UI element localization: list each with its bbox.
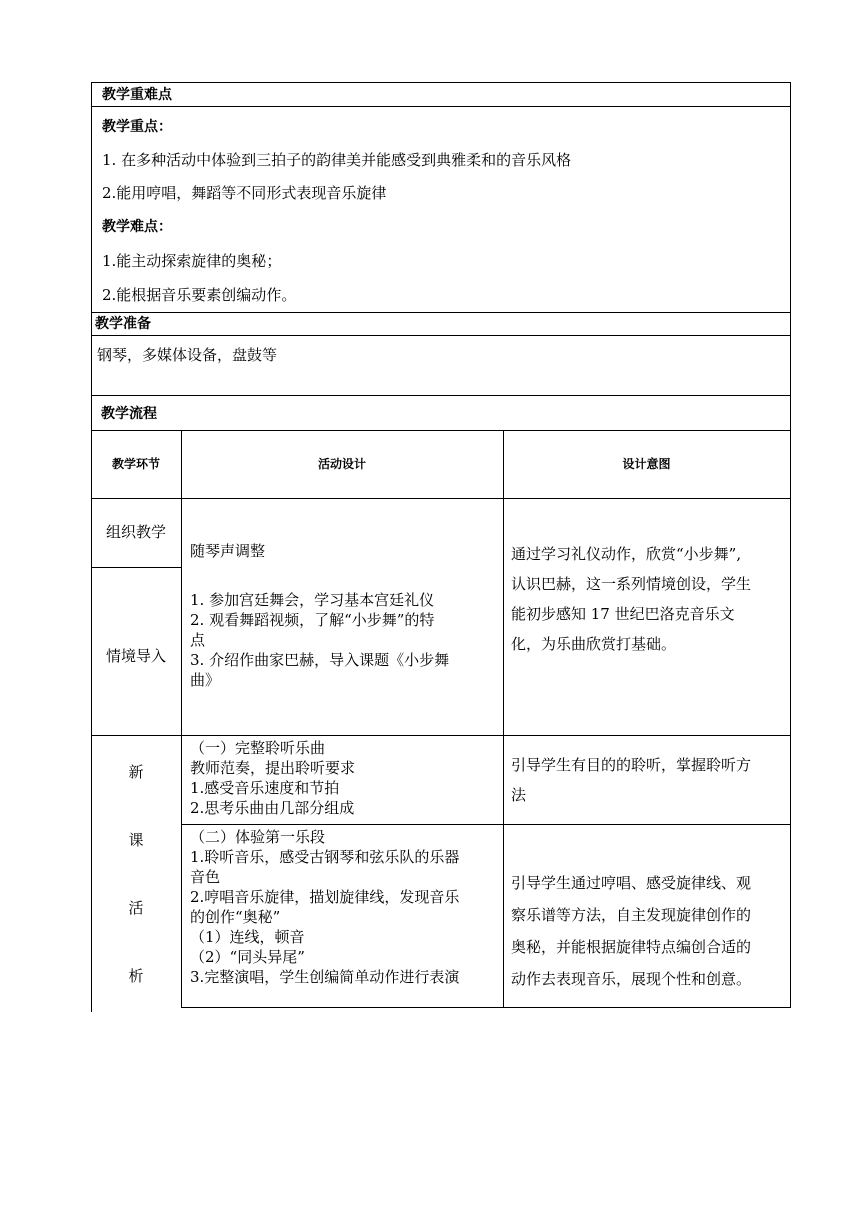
focus-item: 1. 在多种活动中体验到三拍子的韵律美并能感受到典雅柔和的音乐风格 bbox=[102, 151, 572, 169]
section-intent bbox=[511, 867, 751, 995]
new-lesson-char: 新 bbox=[128, 763, 144, 781]
intro-activity-line: 3. 介绍作曲家巴赫，导入课题《小步舞 bbox=[190, 651, 450, 669]
intro-intent-line: 通过学习礼仪动作，欣赏“小步舞”, bbox=[511, 545, 742, 563]
intro-activity bbox=[190, 590, 449, 690]
section-intent-line: 奥秘，并能根据旋律特点编创合适的 bbox=[511, 938, 752, 956]
process-heading: 教学流程 bbox=[101, 406, 157, 422]
intro-activity-line: 曲》 bbox=[190, 671, 221, 689]
difficulty-item: 1.能主动探索旋律的奥秘； bbox=[102, 252, 282, 270]
section-intent-line: 动作去表现音乐，展现个性和创意。 bbox=[511, 970, 752, 988]
intro-intent-line: 化，为乐曲欣赏打基础。 bbox=[511, 635, 677, 653]
section-intent-line: 引导学生通过哼唱、感受旋律线、观 bbox=[511, 874, 752, 892]
listen-activity-line: 教师范奏，提出聆听要求 bbox=[190, 759, 356, 777]
stage-organize: 组织教学 bbox=[105, 523, 166, 541]
section-activity-line: （2）“同头异尾” bbox=[190, 948, 305, 966]
stage-intro: 情境导入 bbox=[105, 647, 166, 665]
new-lesson-char: 活 bbox=[128, 899, 144, 917]
section-activity-line: （1）连线，顿音 bbox=[190, 928, 305, 946]
key-points-heading: 教学重难点 bbox=[102, 87, 172, 103]
listen-intent-line: 引导学生有目的的聆听，掌握聆听方 bbox=[511, 756, 752, 774]
difficulty-title: 教学难点： bbox=[102, 219, 172, 235]
listen-intent-line: 法 bbox=[511, 786, 527, 804]
organize-activity: 随琴声调整 bbox=[190, 542, 266, 560]
section-intent-line: 察乐谱等方法，自主发现旋律创作的 bbox=[511, 906, 752, 924]
intro-activity-line: 2. 观看舞蹈视频，了解“小步舞”的特 bbox=[190, 611, 435, 629]
new-lesson-char: 析 bbox=[128, 967, 144, 985]
intro-intent bbox=[511, 539, 751, 659]
difficulty-item: 2.能根据音乐要素创编动作。 bbox=[102, 286, 297, 304]
intro-activity-line: 点 bbox=[190, 631, 206, 649]
section-activity-line: 的创作“奥秘” bbox=[190, 908, 281, 926]
section-activity-line: 1.聆听音乐，感受古钢琴和弦乐队的乐器 bbox=[190, 848, 460, 866]
listen-intent bbox=[511, 750, 751, 810]
listen-activity-line: 1.感受音乐速度和节拍 bbox=[190, 779, 340, 797]
focus-item: 2.能用哼唱，舞蹈等不同形式表现音乐旋律 bbox=[102, 184, 387, 202]
section-activity-line: 音色 bbox=[190, 868, 221, 886]
intro-intent-line: 能初步感知 17 世纪巴洛克音乐文 bbox=[511, 605, 735, 623]
section-activity-line: （二）体验第一乐段 bbox=[190, 828, 326, 846]
column-header-activity: 活动设计 bbox=[317, 457, 366, 471]
section-activity-line: 3.完整演唱，学生创编简单动作进行表演 bbox=[190, 968, 460, 986]
new-lesson-char: 课 bbox=[128, 831, 144, 849]
listen-activity bbox=[190, 738, 355, 818]
listen-activity-line: （一）完整聆听乐曲 bbox=[190, 739, 326, 757]
column-header-intent: 设计意图 bbox=[622, 457, 671, 471]
preparation-heading: 教学准备 bbox=[95, 316, 151, 332]
column-header-stage: 教学环节 bbox=[111, 457, 160, 471]
intro-activity-line: 1. 参加宫廷舞会，学习基本宫廷礼仪 bbox=[190, 591, 435, 609]
section-activity-line: 2.哼唱音乐旋律，描划旋律线，发现音乐 bbox=[190, 888, 460, 906]
intro-intent-line: 认识巴赫，这一系列情境创设，学生 bbox=[511, 575, 752, 593]
listen-activity-line: 2.思考乐曲由几部分组成 bbox=[190, 799, 355, 817]
preparation-content: 钢琴，多媒体设备，盘鼓等 bbox=[97, 346, 278, 364]
focus-title: 教学重点： bbox=[102, 119, 172, 135]
section-activity bbox=[190, 827, 459, 987]
